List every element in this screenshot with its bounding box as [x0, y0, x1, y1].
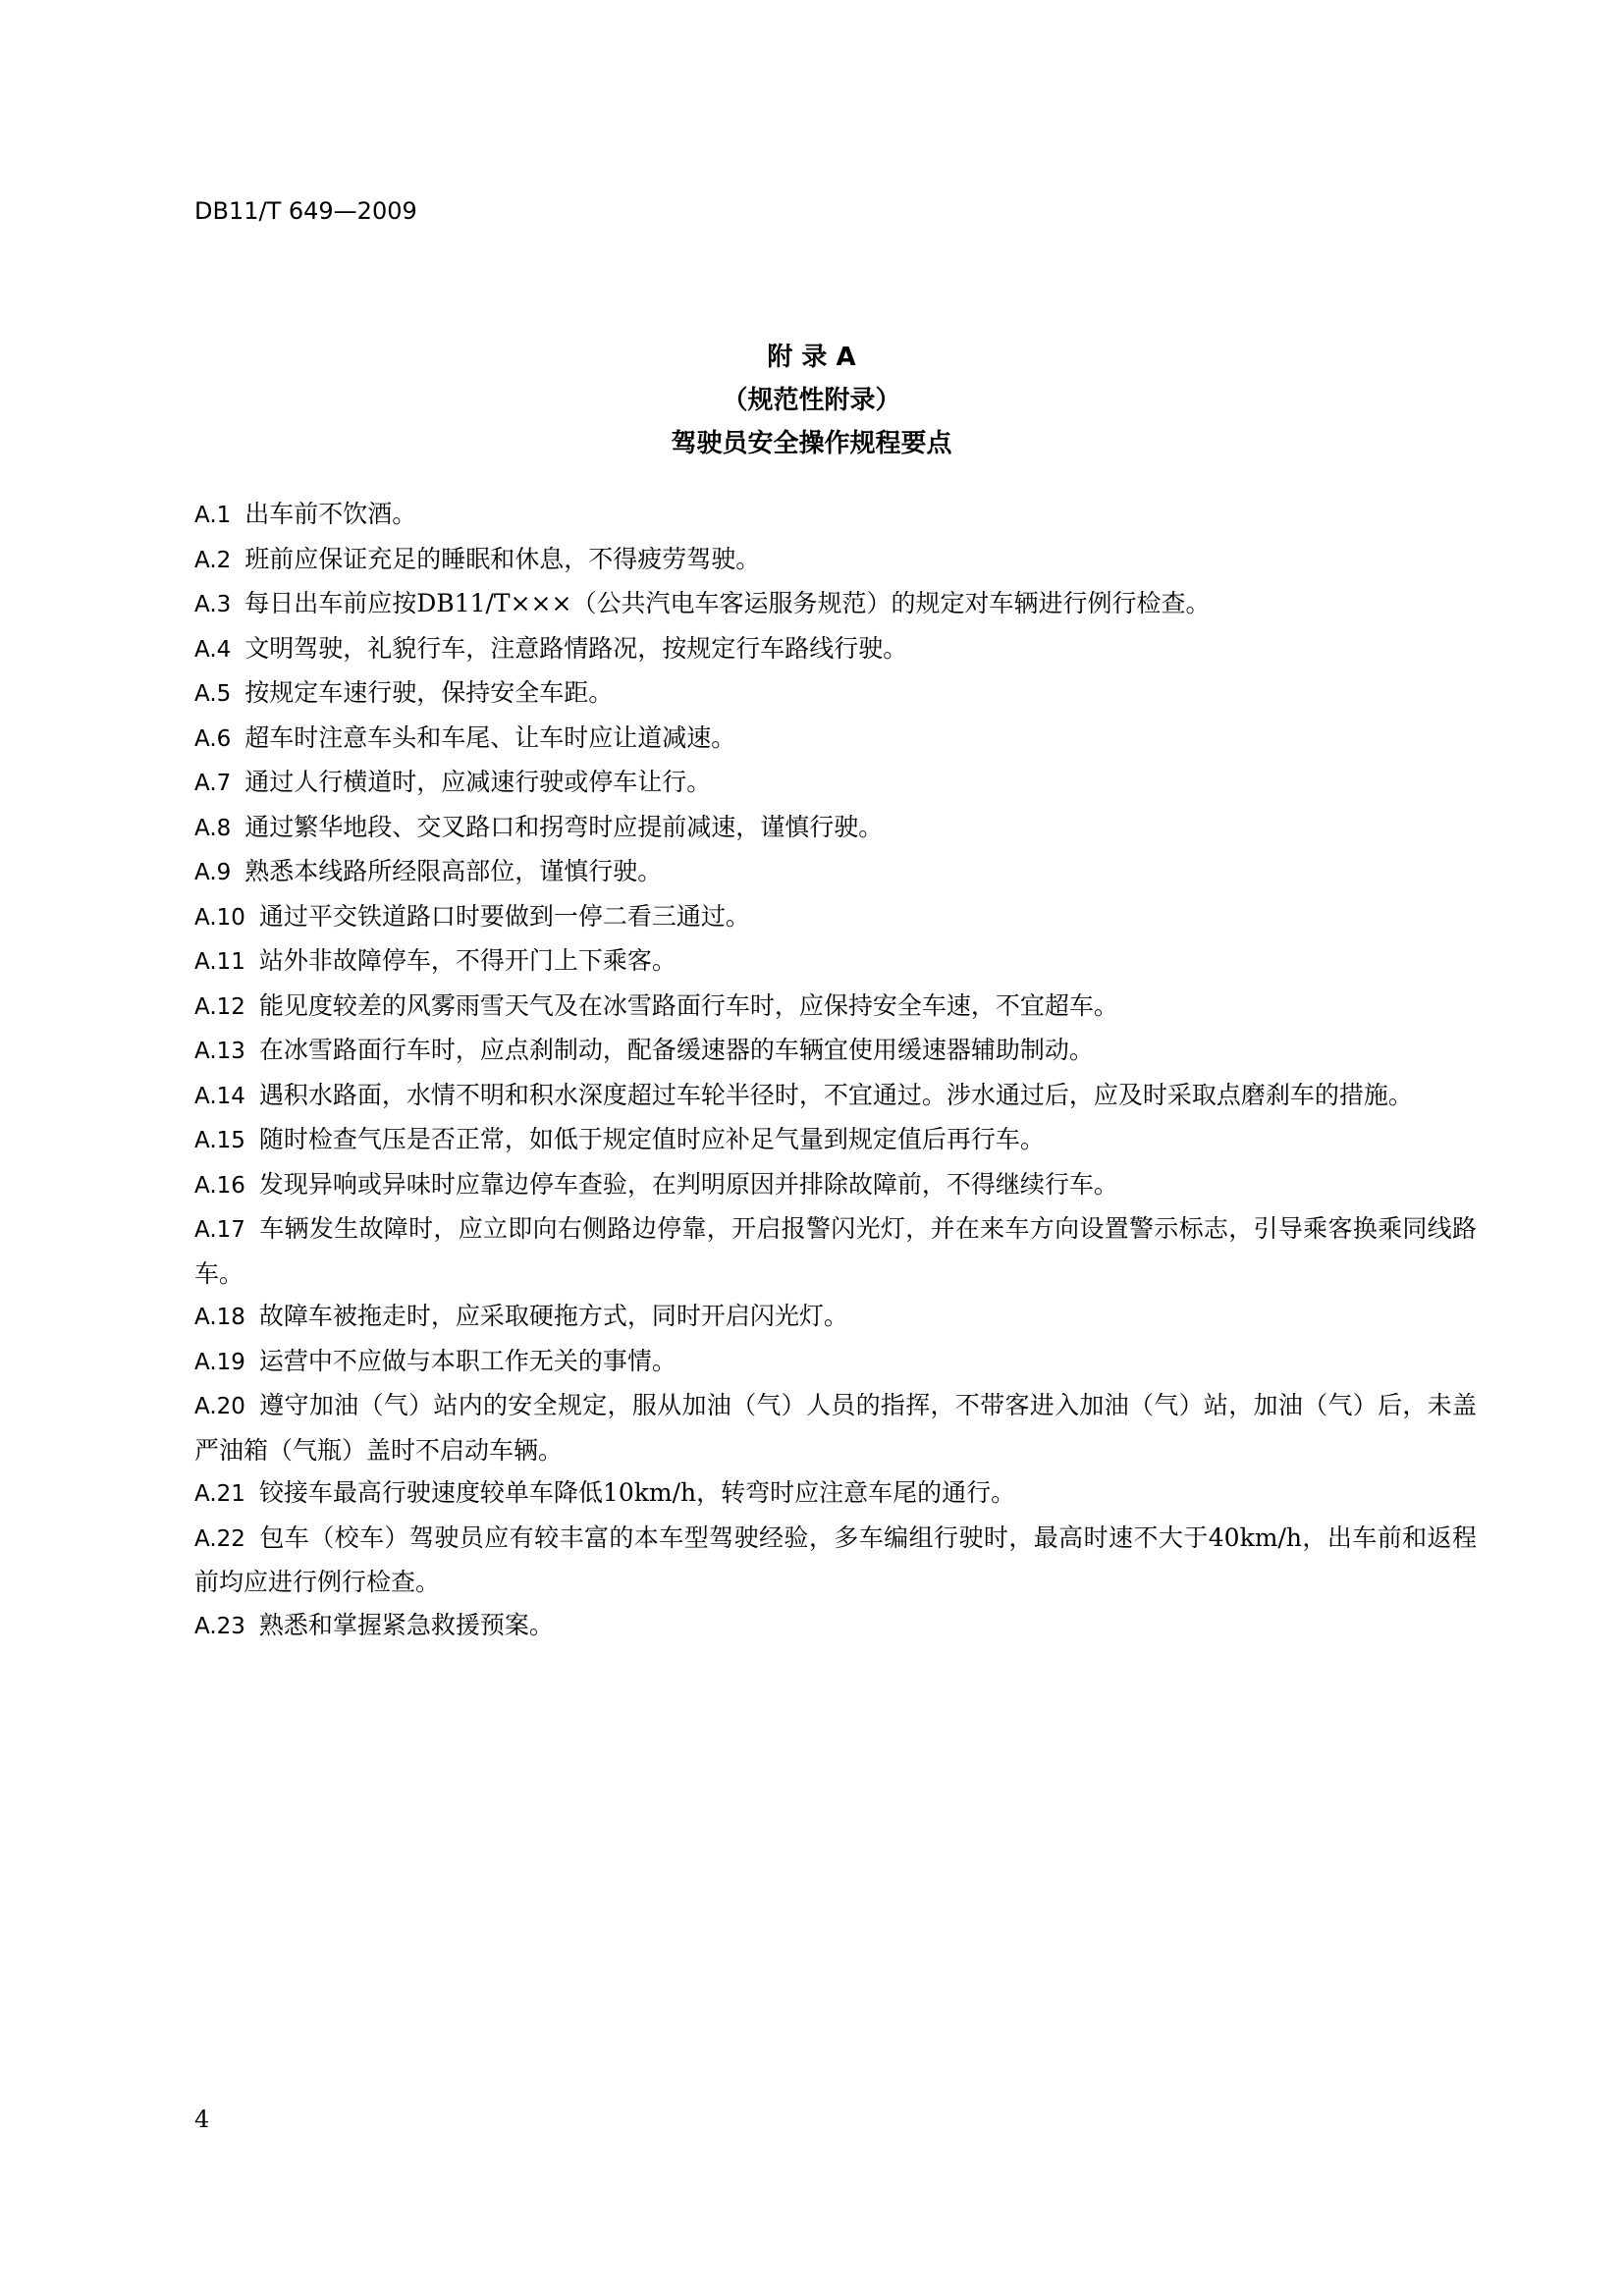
clause-item — [194, 493, 1477, 538]
clause-number: A.16 — [194, 1172, 245, 1199]
clause-item — [194, 1029, 1477, 1074]
clause-text: 超车时注意车头和车尾、让车时应让道减速。 — [244, 722, 736, 752]
clause-text: 通过人行横道时，应减速行驶或停车让行。 — [244, 768, 712, 796]
standard-code: DB11/T 649—2009 — [194, 197, 417, 225]
clause-number: A.22 — [194, 1525, 245, 1552]
clause-text: 在冰雪路面行车时，应点刹制动，配备缓速器的车辆宜使用缓速器辅助制动。 — [258, 1036, 1094, 1064]
clause-item — [194, 1471, 1477, 1517]
clause-item — [194, 1207, 1477, 1295]
clause-number: A.8 — [194, 815, 232, 841]
clause-text: 车辆发生故障时，应立即向右侧路边停靠，开启报警闪光灯，并在来车方向设置警示标志，引导乘客换乘同线路车。 — [194, 1214, 1477, 1288]
clause-item — [194, 1118, 1477, 1163]
clause-number: A.10 — [194, 904, 245, 931]
clause-text: 能见度较差的风雾雨雪天气及在冰雪路面行车时，应保持安全车速，不宜超车。 — [258, 990, 1118, 1020]
clause-number: A.7 — [194, 771, 232, 796]
clause-number: A.19 — [194, 1349, 245, 1375]
clause-number: A.20 — [194, 1394, 245, 1419]
clause-text: 遵守加油（气）站内的安全规定，服从加油（气）人员的指挥，不带客进入加油（气）站，加油（气）后，未盖严油箱（气瓶）盖时不启动车辆。 — [194, 1391, 1477, 1465]
clause-item — [194, 761, 1477, 806]
clause-text: 按规定车速行驶，保持安全车距。 — [244, 678, 614, 707]
clause-text: 站外非故障停车，不得开门上下乘客。 — [258, 946, 676, 975]
clause-text: 每日出车前应按DB11/T×××（公共汽电车客运服务规范）的规定对车辆进行例行检查。 — [244, 589, 1211, 617]
clause-text: 班前应保证充足的睡眠和休息，不得疲劳驾驶。 — [244, 544, 761, 573]
clause-number: A.9 — [194, 860, 232, 885]
clause-item — [194, 1074, 1477, 1119]
clause-text: 遇积水路面，水情不明和积水深度超过车轮半径时，不宜通过。涉水通过后，应及时采取点磨刹车的措施。 — [258, 1080, 1413, 1109]
clause-text: 通过平交铁道路口时要做到一停二看三通过。 — [258, 901, 750, 931]
clause-text: 通过繁华地段、交叉路口和拐弯时应提前减速，谨慎行驶。 — [244, 812, 884, 841]
clause-number: A.14 — [194, 1083, 245, 1109]
clause-number: A.17 — [194, 1217, 245, 1243]
clause-item — [194, 1295, 1477, 1340]
clause-item — [194, 939, 1477, 985]
clause-text: 运营中不应做与本职工作无关的事情。 — [258, 1346, 676, 1375]
clause-number: A.12 — [194, 993, 245, 1020]
clause-text: 发现异响或异味时应靠边停车查验，在判明原因并排除故障前，不得继续行车。 — [258, 1169, 1118, 1199]
clause-item — [194, 582, 1477, 627]
clause-item — [194, 627, 1477, 672]
clause-text: 故障车被拖走时，应采取硬拖方式，同时开启闪光灯。 — [258, 1302, 848, 1330]
clause-number: A.4 — [194, 636, 232, 663]
clause-item — [194, 1384, 1477, 1471]
clause-number: A.11 — [194, 949, 245, 975]
clause-number: A.6 — [194, 725, 232, 752]
page-number: 4 — [194, 2106, 210, 2133]
clause-number: A.13 — [194, 1039, 245, 1064]
clause-number: A.15 — [194, 1128, 245, 1153]
clause-text: 熟悉本线路所经限高部位，谨慎行驶。 — [244, 857, 663, 885]
clause-item — [194, 985, 1477, 1030]
clause-text: 铰接车最高行驶速度较单车降低10km/h，转弯时应注意车尾的通行。 — [258, 1478, 1016, 1507]
clause-item — [194, 850, 1477, 895]
clause-text: 文明驾驶，礼貌行车，注意路情路况，按规定行车路线行驶。 — [244, 633, 908, 663]
clause-item — [194, 806, 1477, 851]
clause-item — [194, 1604, 1477, 1649]
clause-item — [194, 1340, 1477, 1385]
clause-item — [194, 717, 1477, 762]
clause-text: 随时检查气压是否正常，如低于规定值时应补足气量到规定值后再行车。 — [258, 1125, 1045, 1153]
appendix-type: （规范性附录） — [722, 386, 901, 415]
clause-number: A.2 — [194, 547, 232, 573]
appendix-title: 附 录 A — [767, 343, 856, 372]
clause-item — [194, 1517, 1477, 1604]
appendix-heading: 驾驶员安全操作规程要点 — [671, 429, 952, 458]
clause-number: A.18 — [194, 1305, 245, 1330]
clause-list — [194, 493, 1477, 1648]
clause-item — [194, 895, 1477, 940]
clause-number: A.5 — [194, 681, 232, 707]
clause-text: 出车前不饮酒。 — [244, 500, 417, 528]
clause-number: A.21 — [194, 1481, 245, 1507]
clause-number: A.23 — [194, 1613, 245, 1639]
clause-number: A.1 — [194, 503, 232, 528]
clause-item — [194, 1163, 1477, 1208]
clause-item — [194, 538, 1477, 583]
clause-item — [194, 671, 1477, 717]
clause-text: 包车（校车）驾驶员应有较丰富的本车型驾驶经验，多车编组行驶时，最高时速不大于40km/h，出车前和返程前均应进行例行检查。 — [194, 1522, 1477, 1596]
clause-number: A.3 — [194, 592, 232, 617]
clause-text: 熟悉和掌握紧急救援预案。 — [258, 1610, 554, 1639]
